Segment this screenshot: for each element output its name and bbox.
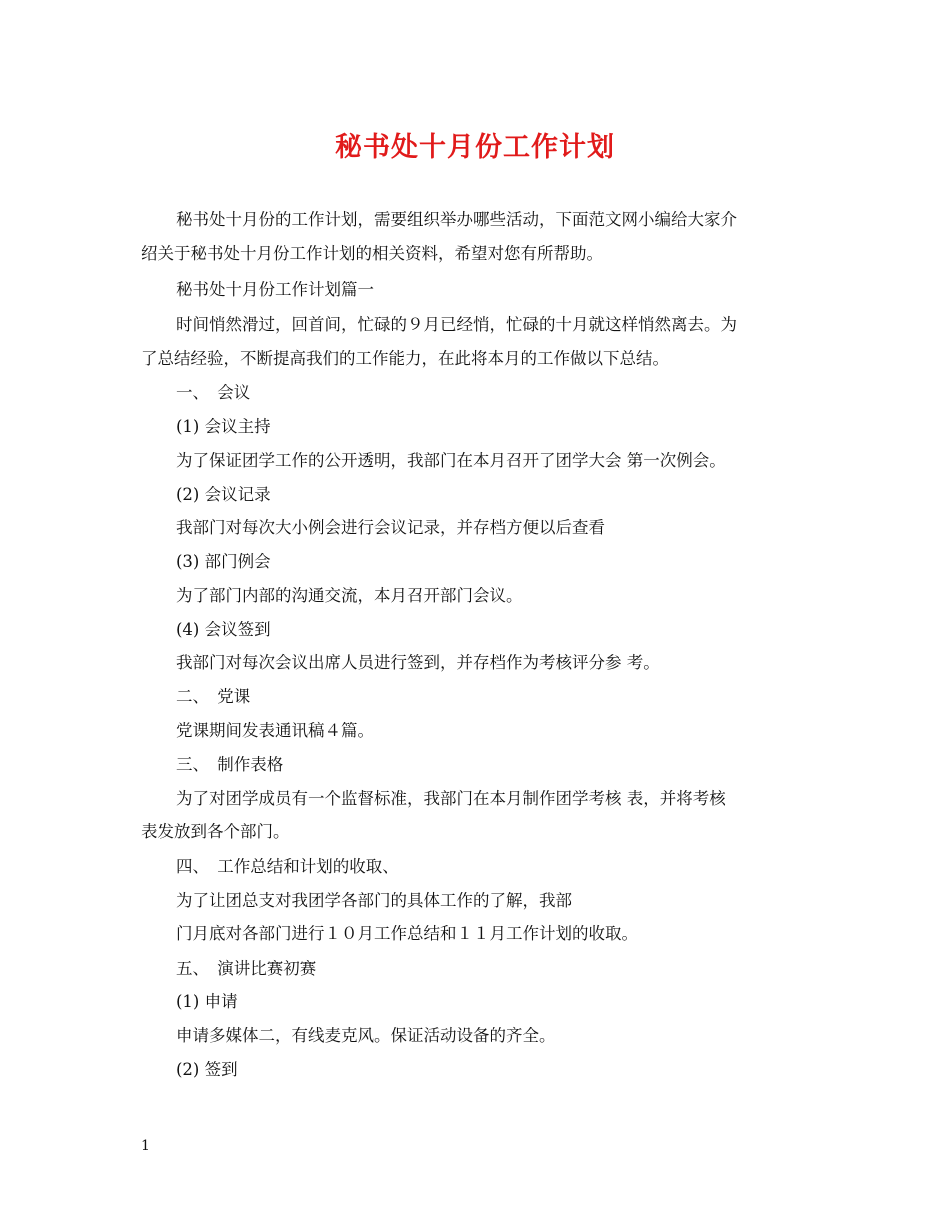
section-heading: 一、 会议 xyxy=(176,383,251,402)
paragraph-line: 表发放到各个部门。 xyxy=(141,822,290,841)
paragraph-line: 申请多媒体二，有线麦克风。保证活动设备的齐全。 xyxy=(176,1026,556,1045)
paragraph-line: 绍关于秘书处十月份工作计划的相关资料，希望对您有所帮助。 xyxy=(141,244,603,263)
paragraph-line: 我部门对每次会议出席人员进行签到，并存档作为考核评分参 考。 xyxy=(176,653,660,672)
section-heading: 五、 演讲比赛初赛 xyxy=(176,959,317,978)
subsection-heading: (1) 申请 xyxy=(176,992,238,1011)
section-heading: 四、 工作总结和计划的收取、 xyxy=(176,857,399,876)
paragraph-line: 党课期间发表通讯稿４篇。 xyxy=(176,721,374,740)
paragraph-line: 为了对团学成员有一个监督标准，我部门在本月制作团学考核 表，并将考核 xyxy=(176,789,726,808)
subsection-heading: (2) 会议记录 xyxy=(176,485,271,504)
subsection-heading: (3) 部门例会 xyxy=(176,552,271,571)
subsection-heading: (1) 会议主持 xyxy=(176,417,271,436)
paragraph-line: 我部门对每次大小例会进行会议记录，并存档方便以后查看 xyxy=(176,518,605,537)
section-heading: 二、 党课 xyxy=(176,687,251,706)
document-title: 秘书处十月份工作计划 xyxy=(335,132,615,163)
paragraph-line: 时间悄然滑过，回首间，忙碌的９月已经悄，忙碌的十月就这样悄然离去。为 xyxy=(176,315,737,334)
paragraph-line: 了总结经验，不断提高我们的工作能力，在此将本月的工作做以下总结。 xyxy=(141,349,669,368)
paragraph-line: 为了让团总支对我团学各部门的具体工作的了解，我部 xyxy=(176,891,572,910)
paragraph-line: 门月底对各部门进行１０月工作总结和１１月工作计划的收取。 xyxy=(176,924,638,943)
page-number: 1 xyxy=(141,1138,150,1154)
subsection-heading: (2) 签到 xyxy=(176,1060,238,1079)
section-heading: 三、 制作表格 xyxy=(176,755,284,774)
section-heading: 秘书处十月份工作计划篇一 xyxy=(176,280,374,299)
paragraph-line: 为了保证团学工作的公开透明，我部门在本月召开了团学大会 第一次例会。 xyxy=(176,451,726,470)
paragraph-line: 秘书处十月份的工作计划，需要组织举办哪些活动，下面范文网小编给大家介 xyxy=(176,210,737,229)
paragraph-line: 为了部门内部的沟通交流，本月召开部门会议。 xyxy=(176,586,523,605)
subsection-heading: (4) 会议签到 xyxy=(176,620,271,639)
